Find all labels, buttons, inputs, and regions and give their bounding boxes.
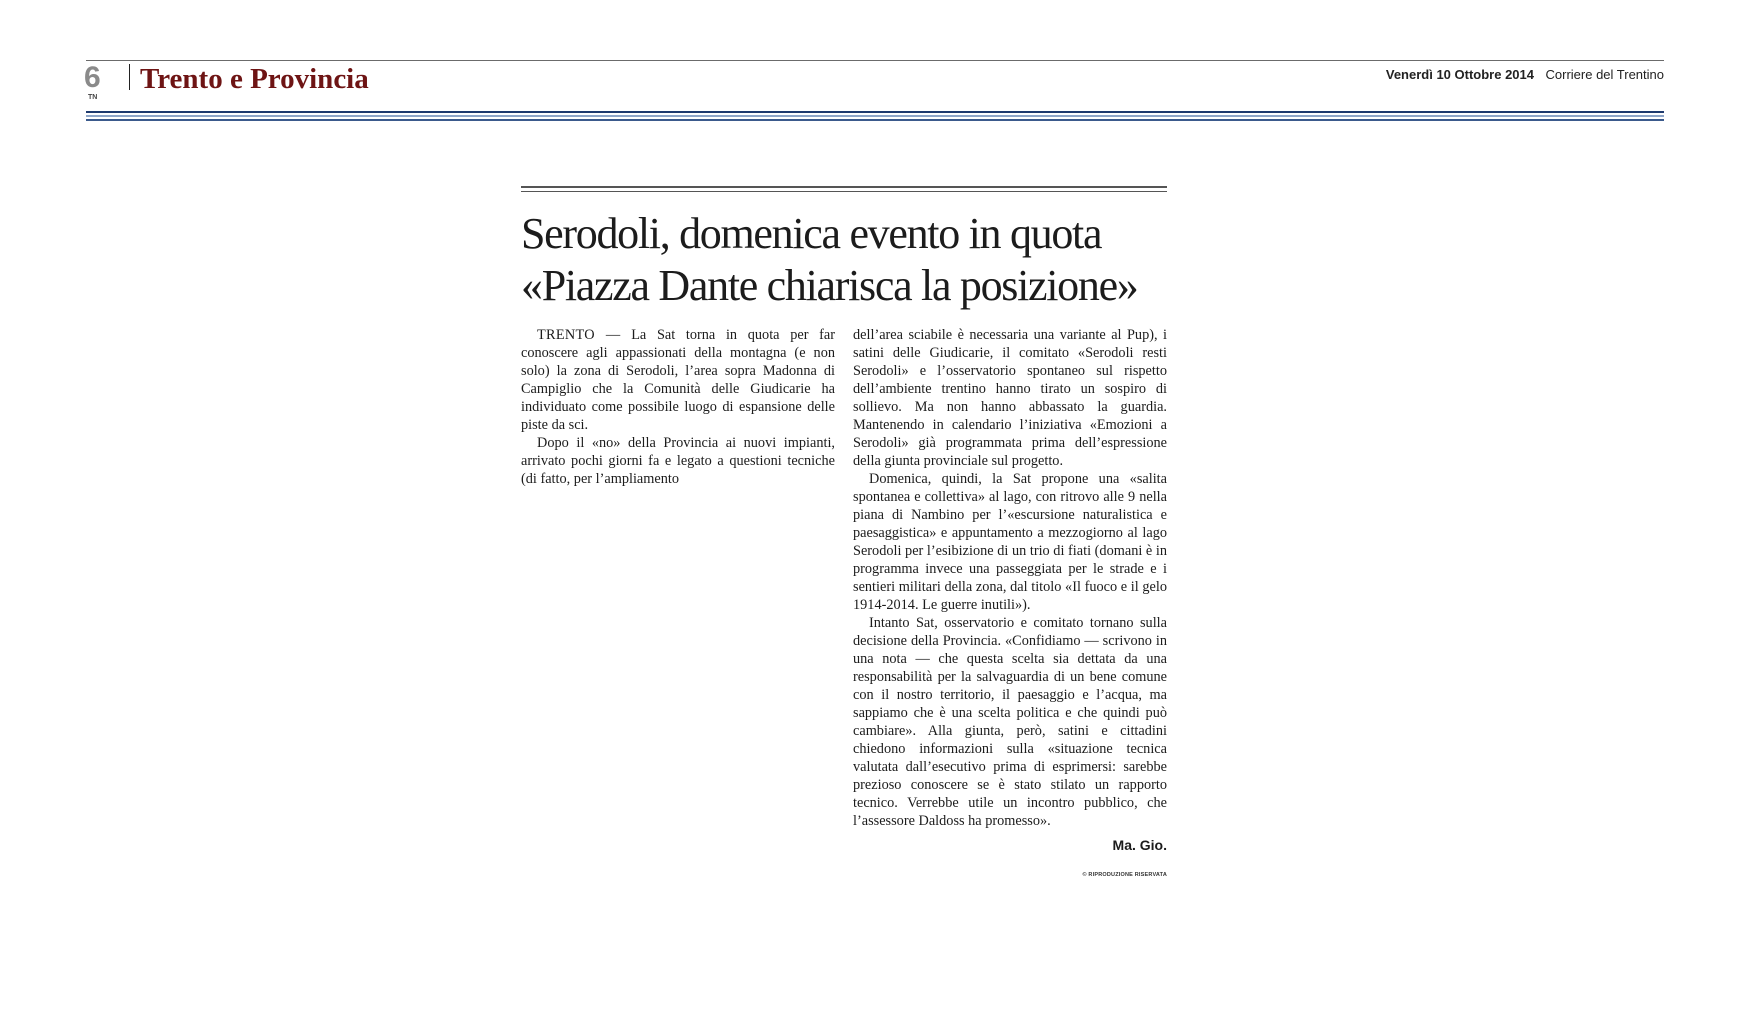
paragraph-2-continued: dell’area sciabile è necessaria una variante al Pup), i satini delle Giudicarie, il comitato «Serodoli resti Serodoli» e l’osservatorio spontaneo sul rispetto dell’ambiente trentino hanno tirato un sospiro di sollievo. Ma non hanno abbassato la guardia. Mantenendo in calendario l’iniziativa «Emozioni a Serodoli» già programmata prima dell’espressione della giunta provinciale sul progetto.	[853, 327, 1167, 469]
header-band-dark	[86, 111, 1664, 113]
article-top-rule	[521, 186, 1167, 188]
column-2	[853, 326, 1167, 884]
paragraph-2: Dopo il «no» della Provincia ai nuovi impianti, arrivato pochi giorni fa e legato a questioni tecniche (di fatto, per l’ampliamento	[521, 435, 835, 487]
section-title: Trento e Provincia	[140, 63, 369, 95]
dateline: TRENTO —	[537, 327, 621, 343]
header-top-rule	[86, 60, 1664, 61]
paragraph-1-text: La Sat torna in quota per far conoscere agli appassionati della montagna (e non solo) la zona di Serodoli, l’area sopra Madonna di Campiglio che la Comunità delle Giudicarie ha individuato come possibile luogo di espansione delle piste da sci.	[521, 327, 835, 433]
page-edition: TN	[88, 94, 98, 101]
column-1	[521, 326, 835, 884]
header-band-light	[86, 115, 1664, 117]
masthead-newspaper: Corriere del Trentino	[1545, 67, 1664, 82]
paragraph-1	[521, 326, 835, 434]
copyright-notice: © RIPRODUZIONE RISERVATA	[1082, 872, 1167, 878]
paragraph-4: Intanto Sat, osservatorio e comitato tornano sulla decisione della Provincia. «Confidiamo — scrivono in una nota — che questa scelta sia dettata da una responsabilità per la salvaguardia di un bene comune con il nostro territorio, il paesaggio e l’acqua, ma sappiamo che è una scelta politica e che quindi può cambiare». Alla giunta, però, satini e cittadini chiedono informazioni sulla «situazione tecnica valutata dall’esecutivo prima di esprimersi: sarebbe prezioso conoscere se è stato stilato un rapporto tecnico. Verrebbe utile un incontro pubblico, che l’assessore Daldoss ha promesso».	[853, 615, 1167, 829]
headline-line-2: «Piazza Dante chiarisca la posizione»	[521, 261, 1138, 310]
article-body	[521, 326, 1167, 884]
masthead-date: Venerdì 10 Ottobre 2014	[1385, 67, 1534, 82]
headline	[521, 208, 1167, 312]
page-number: 6	[84, 61, 101, 94]
author-signature: Ma. Gio.	[1112, 837, 1167, 853]
article	[521, 186, 1167, 878]
header-band-mid	[86, 119, 1664, 121]
paragraph-3: Domenica, quindi, la Sat propone una «salita spontanea e collettiva» al lago, con ritrovo alle 9 nella piana di Nambino per l’«escursione naturalistica e paesaggistica» e appuntamento a mezzogiorno al lago Serodoli per l’esibizione di un trio di fiati (domani è in programma invece una passeggiata per le strade e i sentieri militari della zona, dal titolo «Il fuoco e il gelo 1914-2014. Le guerre inutili»).	[853, 471, 1167, 613]
article-top-rule-thin	[521, 191, 1167, 192]
headline-line-1: Serodoli, domenica evento in quota	[521, 209, 1102, 258]
section-divider	[129, 64, 130, 90]
